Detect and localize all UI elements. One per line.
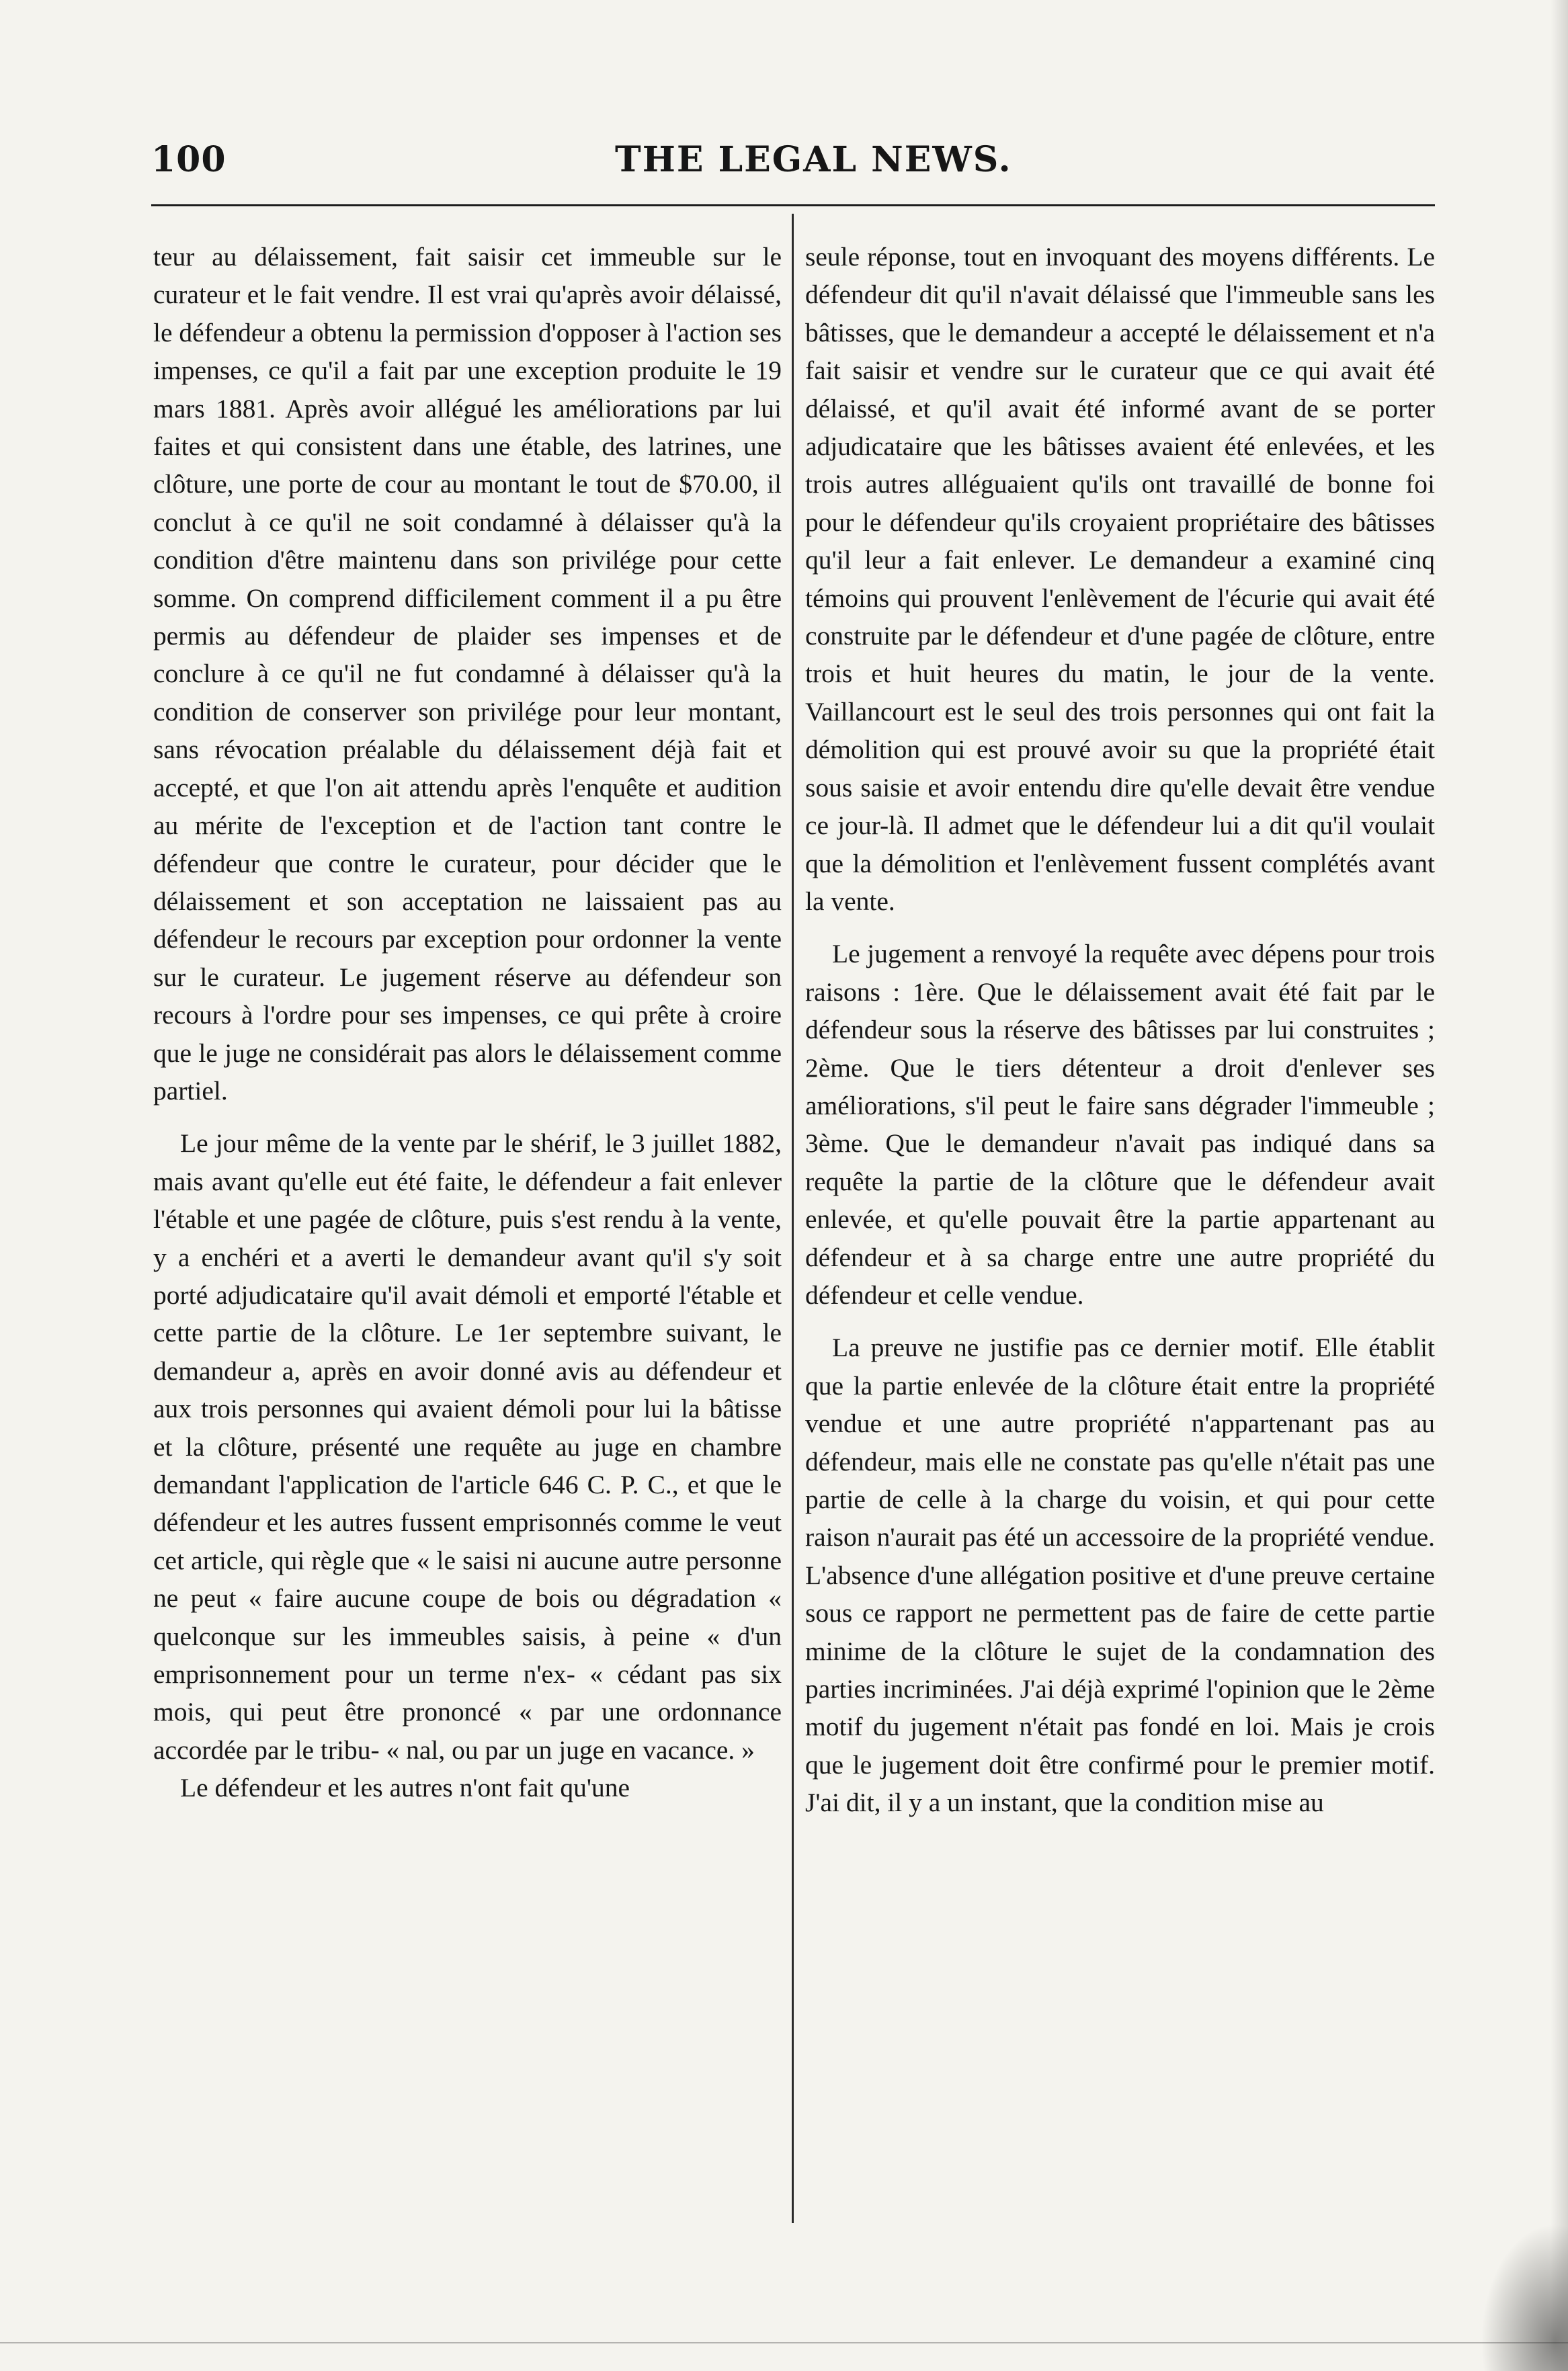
page-edge-shadow <box>1551 0 1568 2371</box>
scan-smudge <box>1481 2223 1568 2371</box>
paragraph: Le jugement a renvoyé la requête avec dépens pour trois raisons : 1ère. Que le délaissement avait été fait par le défendeur sous la réserve des bâtisses par lui construites ; 2ème. Que le tiers détenteur a droit d'enlever ses améliorations, s'il peut le faire sans dégrader l'immeuble ; 3ème. Que le demandeur n'avait pas indiqué dans sa requête la partie de la clôture que le défendeur avait enlevée, et qu'elle pouvait être la partie appartenant au défendeur et à sa charge entre une autre propriété du défendeur et celle vendue. <box>805 939 1435 1310</box>
paragraph: seule réponse, tout en invoquant des moyens différents. Le défendeur dit qu'il n'avait délaissé que l'immeuble sans les bâtisses, que le demandeur a accepté le délaissement et n'a fait saisir et vendre sur le curateur que ce qui avait été délaissé, et qu'il avait été informé avant de se porter adjudicataire que les bâtisses avaient été enlevées, et les trois autres alléguaient qu'ils ont travaillé de bonne foi pour le défendeur qu'ils croyaient propriétaire des bâtisses qu'il leur a fait enlever. Le demandeur a examiné cinq témoins qui prouvent l'enlèvement de l'écurie qui avait été construite par le défendeur et d'une pagée de clôture, entre trois et huit heures du matin, le jour de la vente. Vaillancourt est le seul des trois personnes qui ont fait la démolition qui est prouvé avoir su que la propriété était sous saisie et avoir entendu dire qu'elle devait être vendue ce jour-là. Il admet que le défendeur lui a dit qu'il voulait que la démolition et l'enlèvement fussent complétés avant la vente. <box>805 242 1435 916</box>
journal-title: THE LEGAL NEWS. <box>615 139 1012 180</box>
paragraph: teur au délaissement, fait saisir cet immeuble sur le curateur et le fait vendre. Il est vrai qu'après avoir délaissé, le défendeur a obtenu la permission d'opposer à l'action ses impenses, ce qu'il a fait par une exception produite le 19 mars 1881. Après avoir allégué les améliorations par lui faites et qui consistent dans une étable, des latrines, une clôture, une porte de cour au montant le tout de $70.00, il conclut à ce qu'il ne soit condamné à délaisser qu'à la condition d'être maintenu dans son privilége pour cette somme. On comprend difficilement comment il a pu être permis au défendeur de plaider ses impenses et de conclure à ce qu'il ne fut condamné à délaisser qu'à la condition de conserver son privilége pour leur montant, sans révocation préalable du délaissement déjà fait et accepté, et que l'on ait attendu après l'enquête et audition au mérite de l'exception et de l'action tant contre le défendeur que contre le curateur, pour décider que le délaissement et son acceptation ne laissaient pas au défendeur le recours par exception pour ordonner la vente sur le curateur. Le jugement réserve au défendeur son recours à l'ordre pour ses impenses, ce qui prête à croire que le juge ne considérait pas alors le délaissement comme partiel. <box>153 242 782 1106</box>
paragraph: Le défendeur et les autres n'ont fait qu'une <box>180 1773 630 1803</box>
header-rule <box>151 204 1435 206</box>
paragraph: La preuve ne justifie pas ce dernier motif. Elle établit que la partie enlevée de la clôture était entre la propriété vendue et une autre propriété n'appartenant pas au défendeur, mais elle ne constate pas qu'elle n'était pas une partie de celle à la charge du voisin, et qui pour cette raison n'aurait pas été un accessoire de la propriété vendue. L'absence d'une allégation positive et d'une preuve certaine sous ce rapport ne permettent pas de faire de cette partie minime de la clôture le sujet de la condamnation des parties incriminées. J'ai déjà exprimé l'opinion que le 2ème motif du jugement n'était pas fondé en loi. Mais je crois que le jugement doit être confirmé pour le premier motif. J'ai dit, il y a un instant, que la condition mise au <box>805 1333 1435 1818</box>
column-divider <box>792 214 794 2223</box>
page-number: 100 <box>151 139 226 180</box>
paragraph: Le jour même de la vente par le shérif, le 3 juillet 1882, mais avant qu'elle eut été faite, le défendeur a fait enlever l'étable et une pagée de clôture, puis s'est rendu à la vente, y a enchéri et a averti le demandeur avant qu'il s'y soit porté adjudicataire qu'il avait démoli et emporté l'étable et cette partie de la clôture. Le 1er septembre suivant, le demandeur a, après en avoir donné avis au défendeur et aux trois personnes qui avaient démoli pour lui la bâtisse et la clôture, présenté une requête au juge en chambre demandant l'application de l'article 646 C. P. C., et que le défendeur et les autres fussent emprisonnés comme le veut cet article, qui règle que « le saisi ni aucune autre personne ne peut « faire aucune coupe de bois ou dégradation « quelconque sur les immeubles saisis, à peine « d'un emprisonnement pour un terme n'ex- « cédant pas six mois, qui peut être prononcé « par une ordonnance accordée par le tribu- « nal, ou par un juge en vacance. » <box>153 1128 782 1765</box>
scan-edge-line <box>0 2342 1568 2343</box>
right-column <box>805 238 1435 1822</box>
running-header <box>151 133 1435 187</box>
left-column <box>153 238 782 1807</box>
